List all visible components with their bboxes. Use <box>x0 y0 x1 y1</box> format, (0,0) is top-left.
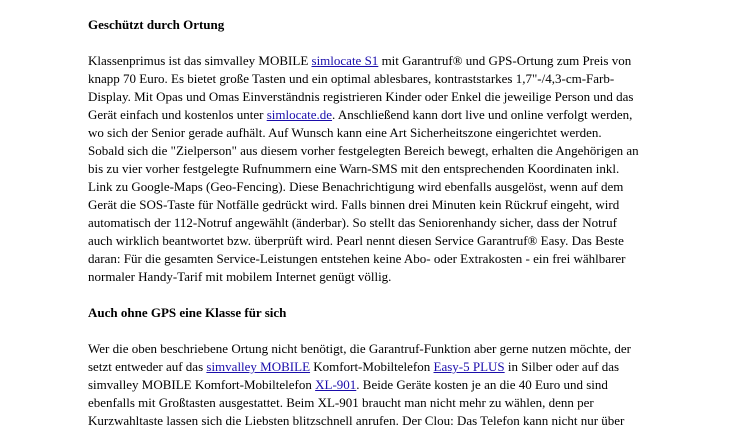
text-line: auch wirklich beantwortet bzw. überprüft wird. Pearl nennt diesen Service Garantruf® Easy. Das Beste <box>88 233 624 248</box>
link-simlocate-s1[interactable]: simlocate S1 <box>311 53 379 68</box>
text-line: daran: Für die gesamten Service-Leistungen entstehen keine Abo- oder Extrakosten - ein frei wählbarer <box>88 251 626 266</box>
text-line: simvalley MOBILE Komfort-Mobiltelefon XL-901. Beide Geräte kosten je an die 40 Euro und sind <box>88 377 608 392</box>
text-line: ebenfalls mit Großtasten ausgestattet. Beim XL-901 braucht man nicht mehr zu wählen, denn per <box>88 395 594 410</box>
link-easy-5-plus[interactable]: Easy-5 PLUS <box>433 359 505 374</box>
link-simvalley-mobile[interactable]: simvalley MOBILE <box>206 359 311 374</box>
text-line: Gerät die SOS-Taste für Notfälle gedrückt wird. Falls binnen drei Minuten kein Rückruf eingeht, wird <box>88 197 620 212</box>
text-line: Gerät einfach und kostenlos unter simlocate.de. Anschließend kann dort live und online verfolgt werden, <box>88 107 633 122</box>
text-line: Wer die oben beschriebene Ortung nicht benötigt, die Garantruf-Funktion aber gerne nutzen möchte, der <box>88 341 631 356</box>
text-line: knapp 70 Euro. Es bietet große Tasten und ein optimal ablesbares, kontraststarkes 1,7"-/4,3-cm-Farb- <box>88 71 615 86</box>
text-line: bis zu vier vorher festgelegte Rufnummern eine Warn-SMS mit den entsprechenden Koordinaten inkl. <box>88 161 620 176</box>
text-line: Link zu Google-Maps (Geo-Fencing). Diese Benachrichtigung wird ebenfalls ausgelöst, wenn auf dem <box>88 179 624 194</box>
link-simlocate-de[interactable]: simlocate.de <box>266 107 333 122</box>
section-heading-ortung: Geschützt durch Ortung <box>88 17 225 32</box>
paragraph-ohne-gps <box>88 340 668 430</box>
text-line: normaler Handy-Tarif mit mobilem Internet genügt völlig. <box>88 269 392 284</box>
document-body <box>88 16 668 430</box>
text-line: Display. Mit Opas und Omas Einverständnis registrieren Kinder oder Enkel die jeweilige Person und das <box>88 89 634 104</box>
link-xl-901[interactable]: XL-901 <box>315 377 357 392</box>
text-line: automatisch der 112-Notruf angewählt (änderbar). So stellt das Seniorenhandy sicher, dass der Notruf <box>88 215 617 230</box>
text-line: Kurzwahltaste lassen sich die Liebsten blitzschnell anrufen. Der Clou: Das Telefon kann nicht nur über <box>88 413 625 428</box>
paragraph-ortung <box>88 52 668 286</box>
text-line: wo sich der Senior gerade aufhält. Auf Wunsch kann eine Art Sicherheitszone eingerichtet werden. <box>88 125 602 140</box>
text-line: Klassenprimus ist das simvalley MOBILE simlocate S1 mit Garantruf® und GPS-Ortung zum Preis von <box>88 53 632 68</box>
text-line: Sobald sich die "Zielperson" aus diesem vorher festgelegten Bereich bewegt, erhalten die Angehörigen an <box>88 143 639 158</box>
section-heading-ohne-gps: Auch ohne GPS eine Klasse für sich <box>88 305 287 320</box>
text-line: setzt entweder auf das simvalley MOBILE Komfort-Mobiltelefon Easy-5 PLUS in Silber oder auf das <box>88 359 620 374</box>
